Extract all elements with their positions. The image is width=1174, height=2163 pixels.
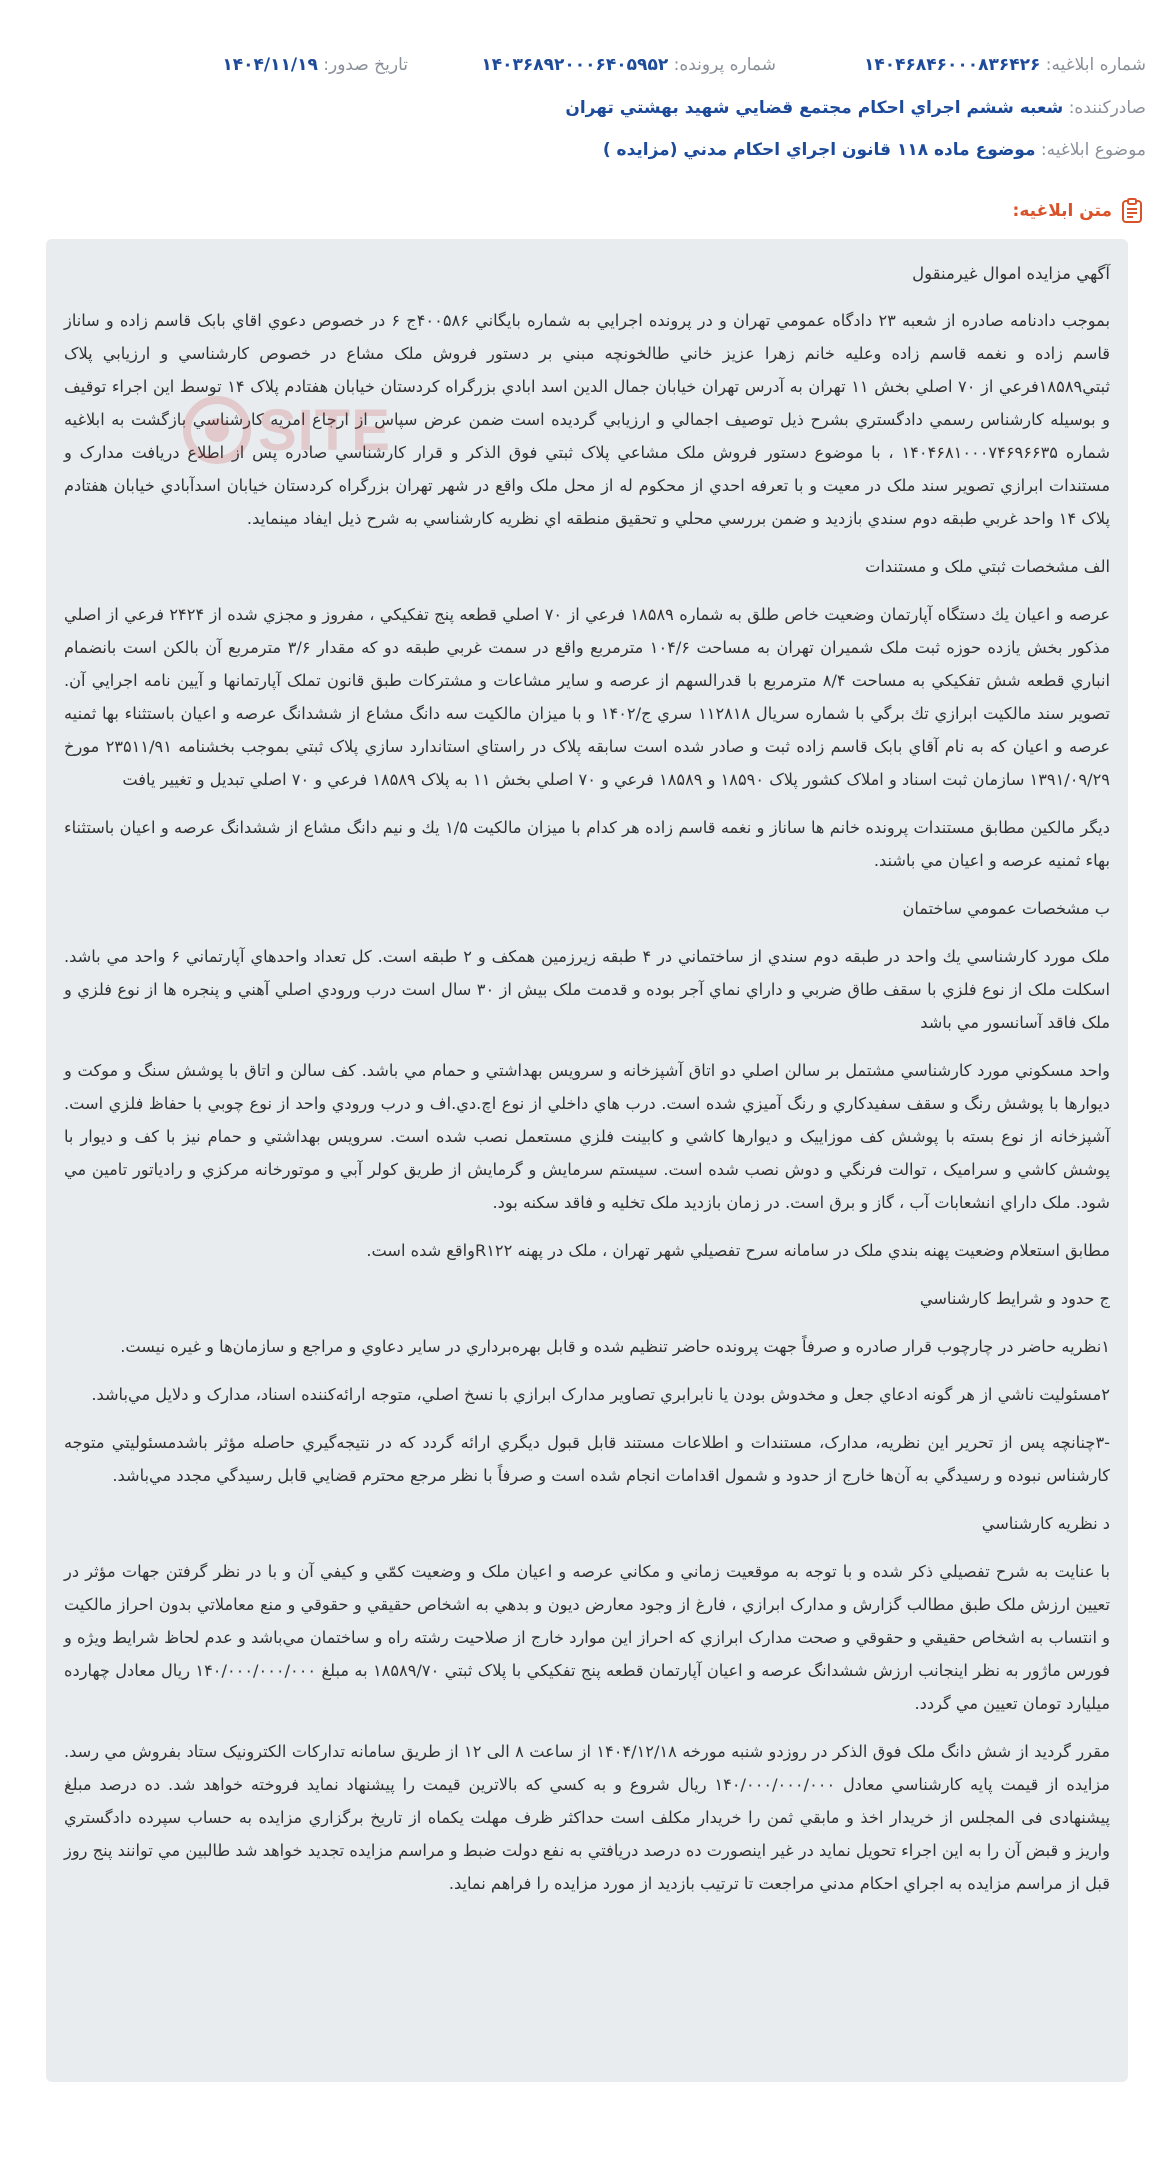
- issuer-row: [28, 98, 1146, 118]
- subject-value: موضوع ماده ۱۱۸ قانون اجراي احكام مدني (مزايده ): [602, 140, 1036, 160]
- notice-paragraph: واحد مسكوني مورد كارشناسي مشتمل بر سالن اصلي دو اتاق آشپزخانه و سرويس بهداشتي و حمام مي باشد. كف سالن و اتاق با پوشش سنگ و موكت و ديوارها با پوشش رنگ و سقف سفيدكاري و رنگ آميزي شده است. درب هاي داخلي از نوع اچ.دي.اف و درب ورودي واحد از نوع چوبي با حفاظ فلزي است. آشپزخانه از نوع بسته با پوشش كف موزاييک و ديوارها كاشي و كابينت فلزي مستعمل نصب شده است. سرويس بهداشتي و حمام نيز با كف و ديوار با پوشش كاشي و سراميک ، توالت فرنگي و دوش نصب شده است. سيستم سرمايش و گرمايش از طريق كولر آبي و موتورخانه مركزي و رادياتور تامين مي شود. ملک داراي انشعابات آب ، گاز و برق است. در زمان بازديد ملک تخليه و فاقد سكنه بود.: [64, 1061, 1110, 1212]
- notice-paragraphs: [64, 257, 1110, 1900]
- notice-paragraph: با عنايت به شرح تفصيلي ذكر شده و با توجه به موقعيت زماني و مكاني عرصه و اعيان ملک و وضعيت كمّي و كيفي آن و با در نظر گرفتن جهات مؤثر در تعيين ارزش ملک طبق مطالب گزارش و مدارک ابرازي ، فارغ از وجود معارض ديون و بدهي به اشخاص حقيقي و حقوقي و منع معاملاتي بدون احراز مالكيت و انتساب به اشخاص حقيقي و حقوقي و صحت مدارک ابرازي كه احراز اين موارد خارج از صلاحيت رشته راه و ساختمان مي‌باشد و عدم لحاظ شرايط ويژه و فورس ماژور به نظر اينجانب ارزش ششدانگ عرصه و اعيان آپارتمان قطعه پنج تفكيكي با پلاک ثبتي ۱۸۵۸۹/۷۰ به مبلغ ۱۴۰/۰۰۰/۰۰۰/۰۰۰ ريال معادل چهارده ميليارد تومان تعيين مي گردد.: [64, 1562, 1111, 1713]
- notice-number-label: شماره ابلاغيه:: [1045, 55, 1146, 75]
- section-heading: آگهي مزايده اموال غيرمنقول: [912, 264, 1110, 283]
- case-number-label: شماره پرونده:: [673, 55, 776, 75]
- subject-row: [28, 140, 1146, 160]
- section-heading: د نظريه كارشناسي: [981, 1514, 1110, 1533]
- notice-paragraph: ۲مسئوليت ناشي از هر گونه ادعاي جعل و مخدوش بودن يا نابرابري تصاوير مدارک ابرازي با نسخ اصلي، متوجه ارائه‌كننده اسناد، مدارک و دلايل مي‌باشد.: [91, 1385, 1110, 1404]
- notice-text-box: [46, 239, 1128, 2082]
- case-number-value: ۱۴۰۳۶۸۹۲۰۰۰۶۴۰۵۹۵۲: [481, 55, 669, 75]
- subject-label: موضوع ابلاغيه:: [1040, 140, 1146, 160]
- notice-paragraph: -۳چنانچه پس از تحرير اين نظريه، مدارک، مستندات و اطلاعات مستند قابل قبول ديگري ارائه گردد كه در نتيجه‌گيري حاصله مؤثر باشدمسئوليتي متوجه كارشناس نبوده و رسيدگي به آن‌ها خارج از حدود و شمول اقدامات انجام شده است و صرفاً با نظر مرجع محترم قضايي قابل رسيدگي مجدد مي‌باشد.: [64, 1433, 1110, 1485]
- notice-number: [864, 55, 1146, 75]
- notice-paragraph: ملک مورد كارشناسي يك واحد در طبقه دوم سندي از ساختماني در ۴ طبقه زيرزمين همكف و ۲ طبقه است. كل تعداد واحدهاي آپارتماني ۶ واحد مي باشد. اسكلت ملک از نوع فلزي با سقف طاق ضربي و داراي نماي آجر بوده و قدمت ملک بيش از ۳۰ سال است درب ورودي اصلي آهني و پنجره ها از نوع فلزي و ملک فاقد آسانسور مي باشد: [64, 947, 1110, 1032]
- notice-text-heading: [1013, 198, 1146, 224]
- notice-text-label: متن ابلاغيه:: [1012, 201, 1112, 221]
- notice-number-value: ۱۴۰۴۶۸۴۶۰۰۰۸۳۶۴۲۶: [863, 55, 1041, 75]
- issue-date-value: ۱۴۰۴/۱۱/۱۹: [222, 55, 318, 75]
- notice-paragraph: ۱نظريه حاضر در چارچوب قرار صادره و صرفاً جهت پرونده حاضر تنظيم شده و قابل بهره‌برداري در ساير دعاوي و مراجع و سازمان‌ها و غيره نيست.: [120, 1337, 1110, 1356]
- case-number: [481, 55, 776, 75]
- notice-paragraph: مطابق استعلام وضعيت پهنه بندي ملک در سامانه سرح تفصيلي شهر تهران ، ملک در پهنه R۱۲۲واقع شده است.: [366, 1241, 1110, 1260]
- issue-date-label: تاريخ صدور:: [323, 55, 408, 75]
- notice-paragraph: مقرر گرديد از شش دانگ ملک فوق الذكر در روزدو شنبه مورخه ۱۴۰۴/۱۲/۱۸ از ساعت ۸ الی ۱۲ از طريق سامانه تداركات الكترونيک ستاد بفروش مي رسد. مزايده از قيمت پايه كارشناسي معادل ۱۴۰/۰۰۰/۰۰۰/۰۰۰ ريال شروع و به كسي كه بالاترين قيمت را پيشنهاد نمايد فروخته خواهد شد. ده درصد مبلغ پيشنهادی فی المجلس از خريدار اخذ و مابقي ثمن را خريدار مكلف است حداكثر ظرف مهلت يكماه از تاريخ برگزاري مزايده به حساب سپرده دادگستري واريز و قبض آن را به اين اجراء تحويل نمايد در غير اينصورت ده درصد دريافتي به نفع دولت ضبط و مراسم مزايده تجديد خواهد شد طالبين مي توانند پنج روز قبل از مراسم مزايده به اجراي احكام مدني مراجعت تا ترتيب بازديد از مورد مزايده را فراهم نمايد.: [64, 1742, 1110, 1893]
- section-heading: ج حدود و شرايط كارشناسي: [919, 1289, 1110, 1308]
- notice-paragraph: عرصه و اعيان يك دستگاه آپارتمان وضعيت خاص طلق به شماره ۱۸۵۸۹ فرعي از ۷۰ اصلي قطعه پنج تفكيكي ، مفروز و مجزي شده از ۲۴۲۴ فرعي از اصلي مذكور بخش يازده حوزه ثبت ملک شميران تهران به مساحت ۱۰۴/۶ مترمربع واقع در سمت غربي طبقه دو كه مقدار ۳/۶ مترمربع آن بالكن است بانضمام انباري قطعه شش تفكيكي به مساحت ۸/۴ مترمربع با قدرالسهم از عرصه و ساير مشاعات و مشتركات طبق قانون تملک آپارتمانها و آيين نامه اجرايي آن. تصوير سند مالكيت ابرازي تك برگي با شماره سريال ۱۱۲۸۱۸ سري ج/۱۴۰۲ و با ميزان مالكيت سه دانگ مشاع از ششدانگ عرصه و اعيان باستثناء بها ثمنيه عرصه و اعيان كه به نام آقاي بابک قاسم زاده ثبت و صادر شده است سابقه پلاک در راستاي استاندارد سازي پلاک ثبتي بموجب بخشنامه ۲۳۵۱۱/۹۱ مورخ ۱۳۹۱/۰۹/۲۹ سازمان ثبت اسناد و املاک كشور پلاک ۱۸۵۹۰ و ۱۸۵۸۹ فرعي و ۷۰ اصلي بخش ۱۱ به پلاک ۱۸۵۸۹ فرعي و ۷۰ اصلي تبديل و تغيير يافت: [64, 605, 1111, 789]
- notice-paragraph: ديگر مالكين مطابق مستندات پرونده خانم ها ساناز و نغمه قاسم زاده هر كدام با ميزان مالكيت ۱/۵ يك و نيم دانگ مشاع از ششدانگ عرصه و اعيان باستثناء بهاء ثمنيه عرصه و اعيان مي باشند.: [64, 818, 1111, 870]
- issuer-label: صادرکننده:: [1068, 98, 1146, 118]
- document-list-icon: [1120, 198, 1146, 224]
- section-heading: الف مشخصات ثبتي ملک و مستندات: [865, 557, 1110, 576]
- issuer-value: شعبه ششم اجراي احكام مجتمع قضايي شهيد بهشتي تهران: [565, 98, 1064, 118]
- notice-paragraph: بموجب دادنامه صادره از شعبه ۲۳ دادگاه عمومي تهران و در پرونده اجرايي به شماره بايگاني ۴۰۰۵۸۶ج ۶ در خصوص دعوي اقاي بابک قاسم زاده و ساناز قاسم زاده و نغمه قاسم زاده وعليه خانم زهرا عزيز خاني طالخونچه مبني بر دستور فروش ملک مشاع در خصوص كارشناسي و ارزيابي پلاک ثبتي۱۸۵۸۹فرعي از ۷۰ اصلي بخش ۱۱ تهران به آدرس تهران خيابان جمال الدين اسد ابادي بزرگراه كردستان خيابان هفتادم پلاک ۱۴ توسط اين اجراء توقيف و بوسيله كارشناس رسمي دادگستري بشرح ذيل توصيف اجمالي و ارزيابي گرديده است ضمن عرض سپاس از ارجاع امريه كارشناسي بازگشت به ابلاغيه شماره ۱۴۰۴۶۸۱۰۰۰۷۴۶۹۶۶۳۵ ، با موضوع دستور فروش ملک مشاعي پلاک ثبتي فوق الذكر و قرار كارشناسي صادره پس از اطلاع دريافت مدارک و مستندات ابرازي تصوير سند ملک در معيت و با تعرفه احدي از محكوم له از محل ملک واقع در شهر تهران بزرگراه كردستان خيابان اسدآبادي خيابان هفتادم پلاک ۱۴ واحد غربي طبقه دوم سندي بازديد و ضمن بررسي محلي و تحقيق منطقه اي نظريه كارشناسي به شرح ذيل ايفاد مينمايد.: [64, 311, 1110, 528]
- issue-date: [222, 55, 408, 75]
- section-heading: ب مشخصات عمومي ساختمان: [902, 899, 1110, 918]
